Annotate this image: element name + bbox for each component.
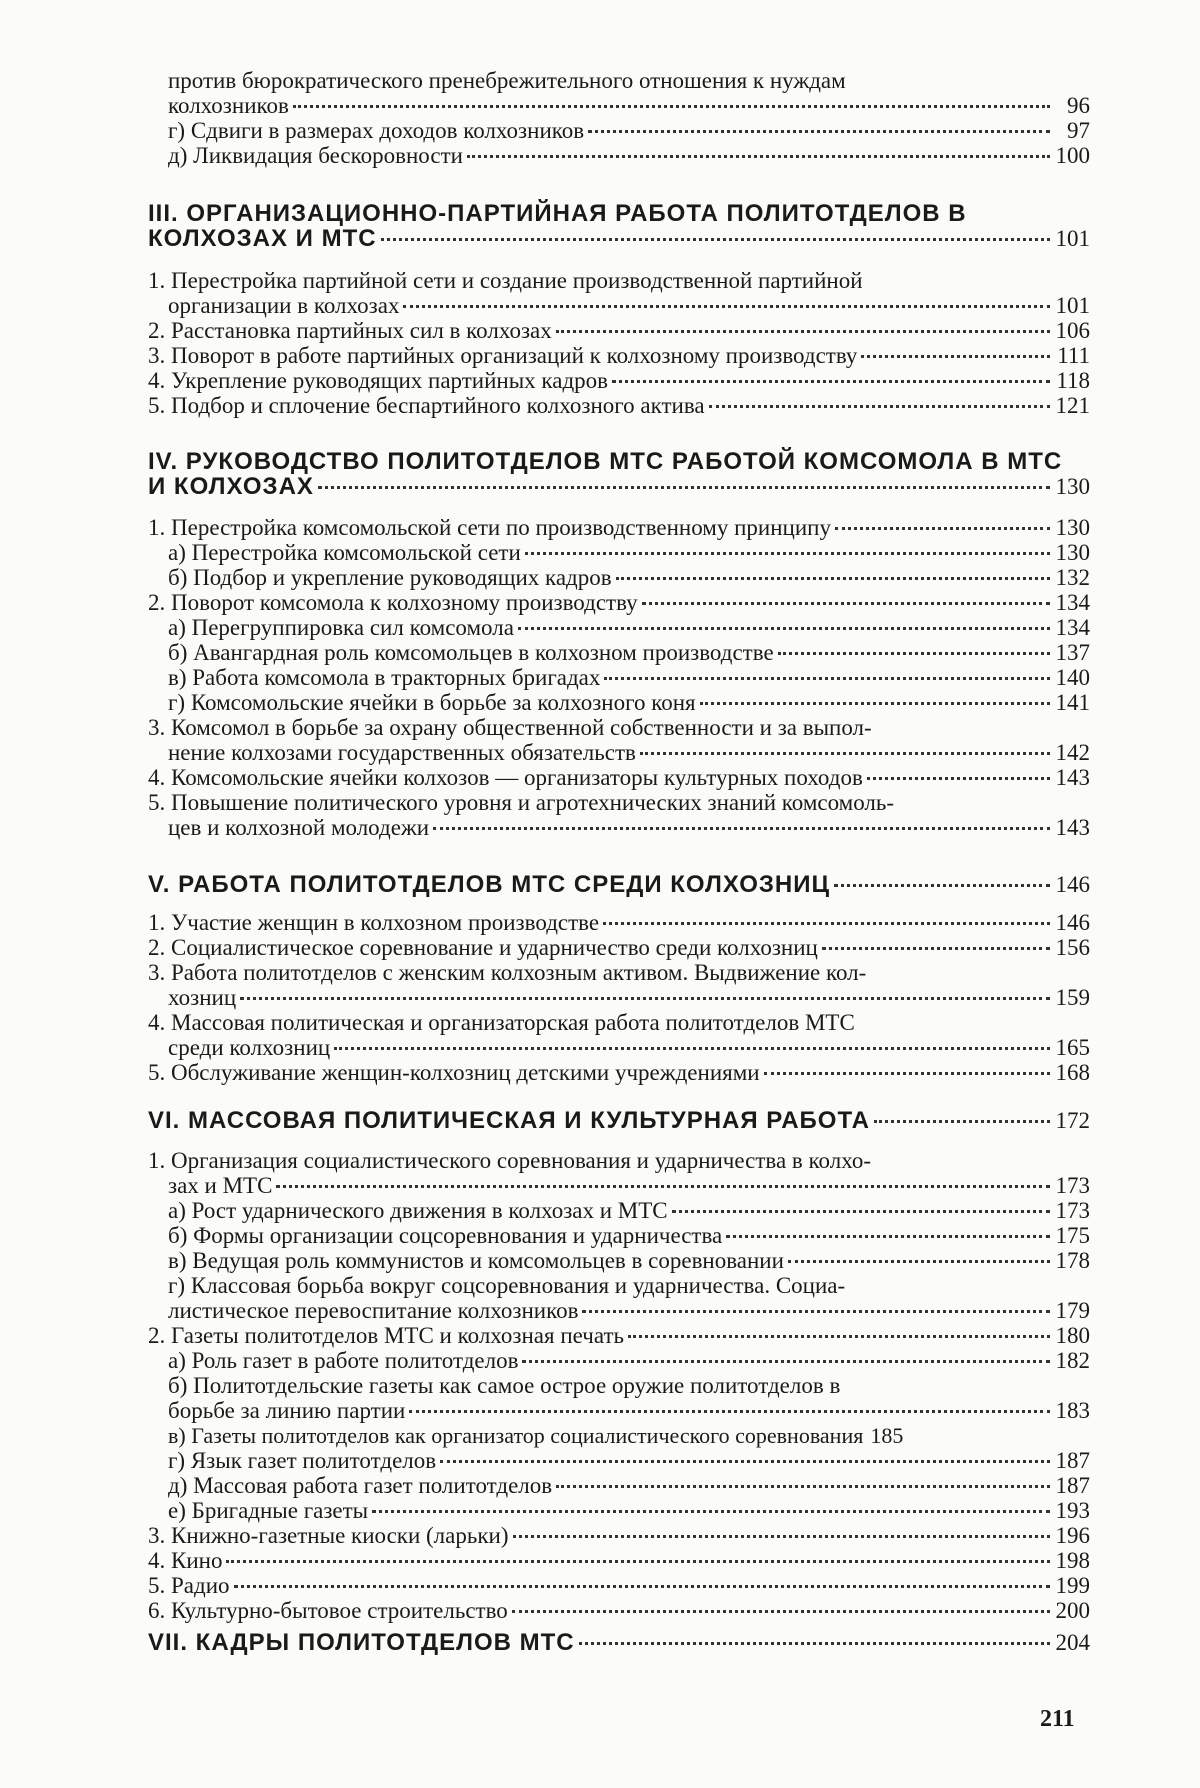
toc-entry: 3. Поворот в работе партийных организаций к колхозному производству 111 [148, 343, 1090, 368]
toc-entry: колхозников 96 [168, 93, 1090, 118]
section-heading: КОЛХОЗАХ И МТС 101 [148, 226, 1090, 251]
toc-entry: 2. Поворот комсомола к колхозному производству 134 [148, 590, 1090, 615]
toc-entry: нение колхозами государственных обязательств 142 [168, 740, 1090, 765]
toc-page-number: 101 [1055, 293, 1090, 318]
toc-page-number: 121 [1055, 393, 1090, 418]
toc-page-number: 101 [1055, 226, 1090, 251]
toc-page-number: 134 [1055, 615, 1090, 640]
toc-page-number: 118 [1056, 368, 1090, 393]
toc-page-number: 137 [1055, 640, 1090, 665]
toc-page-number: 159 [1055, 985, 1090, 1010]
toc-entry: зах и МТС 173 [168, 1173, 1090, 1198]
toc-page-number: 199 [1055, 1573, 1090, 1598]
toc-page-number: 146 [1055, 910, 1090, 935]
toc-page-number: 172 [1055, 1108, 1090, 1133]
toc-page-number: 200 [1055, 1598, 1090, 1623]
toc-page-number: 96 [1067, 93, 1090, 118]
toc-page-number: 134 [1055, 590, 1090, 615]
section-heading: VI. МАССОВАЯ ПОЛИТИЧЕСКАЯ И КУЛЬТУРНАЯ РАБОТА 172 [148, 1108, 1090, 1133]
section-heading: V. РАБОТА ПОЛИТОТДЕЛОВ МТС СРЕДИ КОЛХОЗНИЦ 146 [148, 872, 1090, 897]
toc-entry: е) Бригадные газеты 193 [168, 1498, 1090, 1523]
toc-page-number: 143 [1055, 815, 1090, 840]
toc-entry: среди колхозниц 165 [168, 1035, 1090, 1060]
toc-entry: 2. Газеты политотделов МТС и колхозная печать 180 [148, 1323, 1090, 1348]
toc-page-number: 106 [1055, 318, 1090, 343]
toc-page-number: 143 [1055, 765, 1090, 790]
toc-page-number: 173 [1055, 1173, 1090, 1198]
toc-entry: 1. Участие женщин в колхозном производстве 146 [148, 910, 1090, 935]
toc-entry: б) Формы организации соцсоревнования и ударничества 175 [168, 1223, 1090, 1248]
toc-entry-continuation: г) Классовая борьба вокруг соцсоревнования и ударничества. Социа- [168, 1273, 846, 1298]
toc-entry: организации в колхозах 101 [168, 293, 1090, 318]
toc-entry: а) Рост ударнического движения в колхозах и МТС 173 [168, 1198, 1090, 1223]
toc-page-number: 175 [1055, 1223, 1090, 1248]
toc-entry: а) Роль газет в работе политотделов 182 [168, 1348, 1090, 1373]
toc-page-number: 185 [870, 1423, 904, 1448]
toc-entry-continuation: 4. Массовая политическая и организаторская работа политотделов МТС [148, 1010, 855, 1035]
toc-page-number: 196 [1055, 1523, 1090, 1548]
toc-entry: листическое перевоспитание колхозников 179 [168, 1298, 1090, 1323]
toc-page-number: 168 [1055, 1060, 1090, 1085]
toc-page-number: 132 [1055, 565, 1090, 590]
toc-page-number: 183 [1055, 1398, 1090, 1423]
section-heading: И КОЛХОЗАХ 130 [148, 474, 1090, 499]
toc-entry: 5. Подбор и сплочение беспартийного колхозного актива 121 [148, 393, 1090, 418]
toc-entry: 2. Расстановка партийных сил в колхозах 106 [148, 318, 1090, 343]
toc-entry: 6. Культурно-бытовое строительство 200 [148, 1598, 1090, 1623]
toc-page-number: 187 [1055, 1473, 1090, 1498]
toc-entry: 4. Укрепление руководящих партийных кадров 118 [148, 368, 1090, 393]
toc-entry-continuation: 5. Повышение политического уровня и агротехнических знаний комсомоль- [148, 790, 895, 815]
toc-page-number: 130 [1055, 474, 1090, 499]
toc-entry: борьбе за линию партии 183 [168, 1398, 1090, 1423]
toc-page-number: 180 [1055, 1323, 1090, 1348]
toc-page-number: 193 [1055, 1498, 1090, 1523]
toc-entry-continuation: 1. Организация социалистического соревнования и ударничества в колхо- [148, 1148, 872, 1173]
toc-entry-continuation: 3. Комсомол в борьбе за охрану общественной собственности и за выпол- [148, 715, 872, 740]
toc-entry: г) Язык газет политотделов 187 [168, 1448, 1090, 1473]
toc-entry: а) Перестройка комсомольской сети 130 [168, 540, 1090, 565]
toc-entry: в) Газеты политотделов как организатор социалистического соревнования 185 [168, 1423, 904, 1448]
toc-entry: 3. Книжно-газетные киоски (ларьки) 196 [148, 1523, 1090, 1548]
toc-page-number: 111 [1057, 343, 1090, 368]
toc-page-number: 198 [1055, 1548, 1090, 1573]
toc-entry: д) Массовая работа газет политотделов 187 [168, 1473, 1090, 1498]
toc-entry: г) Сдвиги в размерах доходов колхозников 97 [168, 118, 1090, 143]
toc-page-number: 165 [1055, 1035, 1090, 1060]
toc-entry: г) Комсомольские ячейки в борьбе за колхозного коня 141 [168, 690, 1090, 715]
toc-entry-continuation: 1. Перестройка партийной сети и создание производственной партийной [148, 268, 863, 293]
toc-page-number: 156 [1055, 935, 1090, 960]
toc-entry: д) Ликвидация бескоровности 100 [168, 143, 1090, 168]
toc-entry: 1. Перестройка комсомольской сети по производственному принципу 130 [148, 515, 1090, 540]
toc-entry-continuation: 3. Работа политотделов с женским колхозным активом. Выдвижение кол- [148, 960, 867, 985]
toc-entry: б) Авангардная роль комсомольцев в колхозном производстве 137 [168, 640, 1090, 665]
toc-entry: цев и колхозной молодежи 143 [168, 815, 1090, 840]
toc-page-number: 204 [1055, 1630, 1090, 1655]
toc-entry: 2. Социалистическое соревнование и ударничество среди колхозниц 156 [148, 935, 1090, 960]
section-heading: III. ОРГАНИЗАЦИОННО-ПАРТИЙНАЯ РАБОТА ПОЛИТОТДЕЛОВ В [148, 200, 967, 227]
toc-page-number: 173 [1055, 1198, 1090, 1223]
toc-page-number: 141 [1055, 690, 1090, 715]
toc-page-number: 182 [1055, 1348, 1090, 1373]
toc-page-number: 178 [1055, 1248, 1090, 1273]
section-heading: VII. КАДРЫ ПОЛИТОТДЕЛОВ МТС 204 [148, 1630, 1090, 1655]
toc-entry: б) Подбор и укрепление руководящих кадров 132 [168, 565, 1090, 590]
page-number: 211 [1040, 1706, 1075, 1732]
toc-page-number: 142 [1055, 740, 1090, 765]
toc-entry: 4. Комсомольские ячейки колхозов — организаторы культурных походов 143 [148, 765, 1090, 790]
toc-entry-continuation: против бюрократического пренебрежительного отношения к нуждам [168, 68, 846, 93]
toc-entry: хозниц 159 [168, 985, 1090, 1010]
toc-entry-continuation: б) Политотдельские газеты как самое острое оружие политотделов в [168, 1373, 841, 1398]
toc-page-number: 179 [1055, 1298, 1090, 1323]
toc-page-number: 100 [1055, 143, 1090, 168]
toc-page-number: 130 [1055, 515, 1090, 540]
toc-page-number: 187 [1055, 1448, 1090, 1473]
toc-entry: в) Работа комсомола в тракторных бригадах 140 [168, 665, 1090, 690]
toc-entry: а) Перегруппировка сил комсомола 134 [168, 615, 1090, 640]
toc-page-number: 146 [1055, 872, 1090, 897]
toc-entry: 5. Радио 199 [148, 1573, 1090, 1598]
toc-page-number: 97 [1067, 118, 1090, 143]
section-heading: IV. РУКОВОДСТВО ПОЛИТОТДЕЛОВ МТС РАБОТОЙ КОМСОМОЛА В МТС [148, 448, 1063, 475]
toc-page-number: 130 [1055, 540, 1090, 565]
toc-entry: 5. Обслуживание женщин-колхозниц детскими учреждениями 168 [148, 1060, 1090, 1085]
toc-entry: в) Ведущая роль коммунистов и комсомольцев в соревновании 178 [168, 1248, 1090, 1273]
toc-entry: 4. Кино 198 [148, 1548, 1090, 1573]
toc-page-number: 140 [1055, 665, 1090, 690]
